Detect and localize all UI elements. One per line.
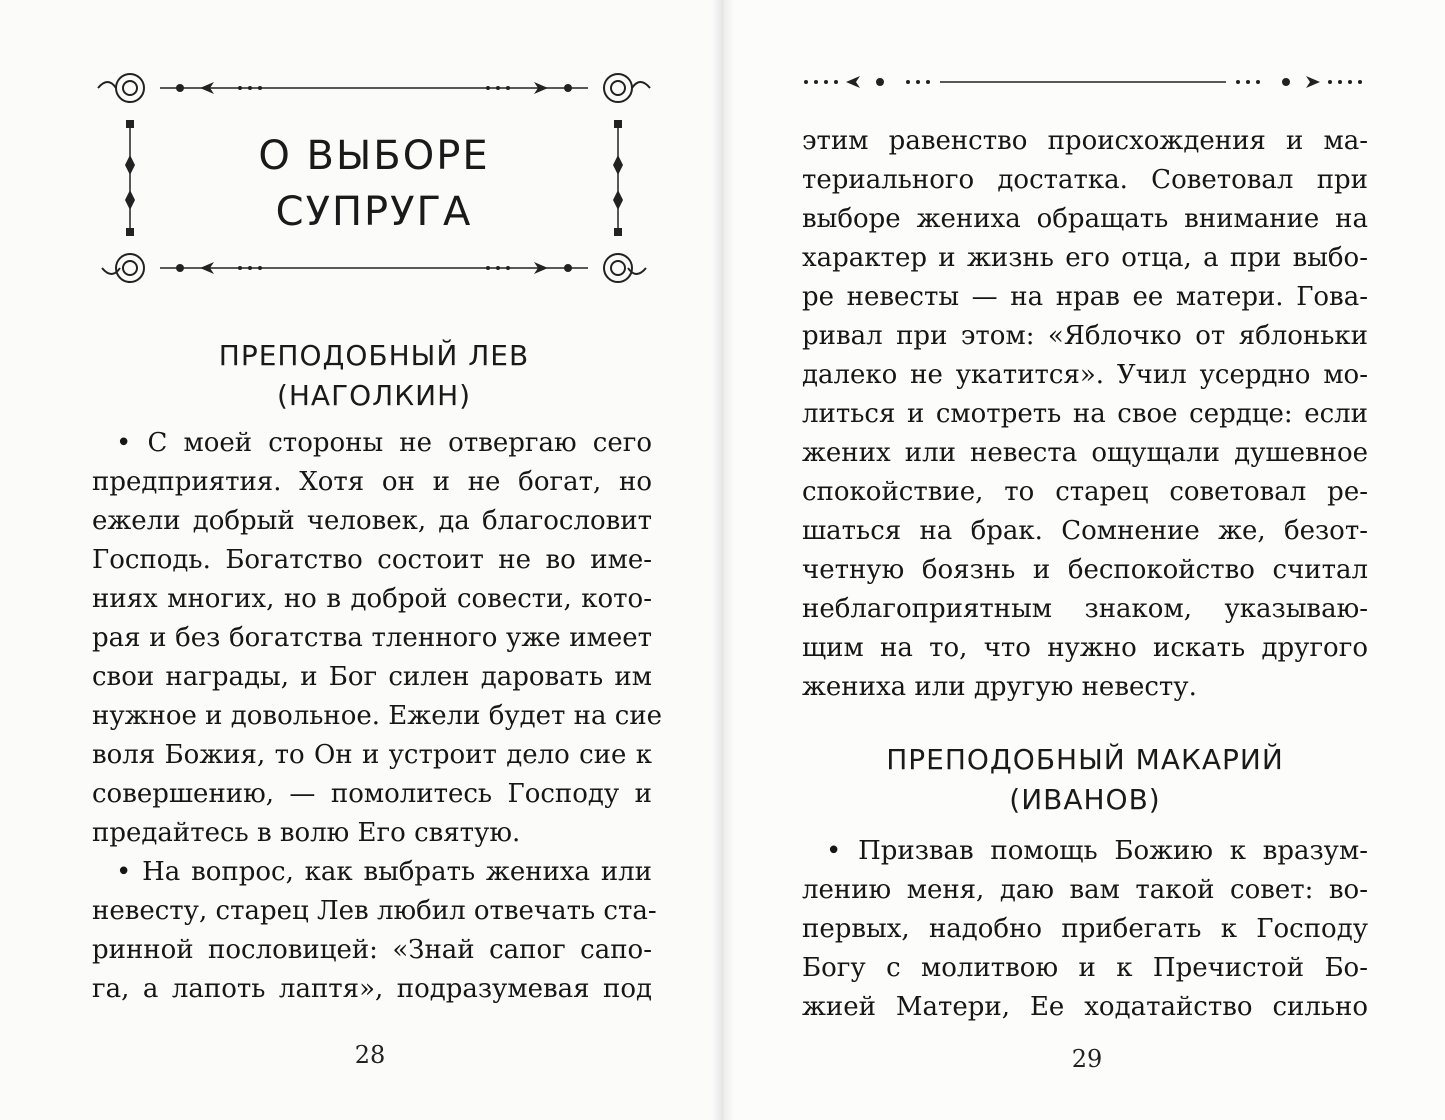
right-page: [722, 0, 1445, 1120]
page-number: 29: [1071, 1045, 1103, 1073]
section-heading-line: ПРЕПОДОБНЫЙ ЛЕВ: [218, 339, 530, 372]
text-line: характер и жизнь его отца, а при выбо-: [802, 243, 1368, 273]
text-line: свои награды, и Бог силен даровать им: [92, 662, 652, 692]
text-line: Господь. Богатство состоит не во име-: [92, 545, 652, 575]
text-line: нужное и довольное. Ежели будет на сие: [92, 701, 663, 731]
chapter-title-line: СУПРУГА: [275, 189, 473, 235]
text-line: • На вопрос, как выбрать жениха или: [116, 857, 652, 887]
text-line: Богу с молитвою и к Пречистой Бо-: [802, 953, 1368, 983]
text-line: ринной пословицей: «Знай сапог сапо-: [92, 935, 652, 965]
text-line: жениха или другую невесту.: [802, 672, 1197, 702]
section-heading-line: (НАГОЛКИН): [276, 379, 472, 412]
book-gutter: [712, 0, 734, 1120]
text-line: териального достатка. Советовал при: [802, 165, 1368, 195]
text-line: совершению, — помолитесь Господу и: [92, 779, 652, 809]
text-line: выборе жениха обращать внимание на: [802, 204, 1368, 234]
section-heading-line: ПРЕПОДОБНЫЙ МАКАРИЙ: [886, 743, 1284, 776]
section-heading: [802, 740, 1368, 820]
left-page: [0, 0, 722, 1120]
text-line: • С моей стороны не отвергаю сего: [116, 428, 652, 458]
text-line: ре невесты — на нрав ее матери. Гова-: [802, 282, 1368, 312]
text-line: литься и смотреть на свое сердце: если: [802, 399, 1368, 429]
text-line: жией Матери, Ее ходатайство сильно: [802, 992, 1368, 1022]
text-line: жених или невеста ощущали душевное: [802, 438, 1368, 468]
text-line: предайтесь в волю Его святую.: [92, 818, 521, 848]
page-number: 28: [354, 1041, 386, 1069]
ornamental-frame: [90, 60, 658, 300]
text-line: ежели добрый человек, да благословит: [92, 506, 652, 536]
body-text: [92, 424, 663, 1009]
text-line: первых, надобно прибегать к Господу: [802, 914, 1368, 944]
section-heading-line: (ИВАНОВ): [1009, 783, 1161, 816]
text-line: ниях многих, но в доброй совести, кото-: [92, 584, 652, 614]
body-text: [802, 122, 1368, 707]
chapter-title: [90, 128, 658, 240]
text-line: далеко не укатится». Учил усердно мо-: [802, 360, 1368, 390]
body-text-continued: [802, 832, 1368, 1027]
text-line: га, а лапоть лаптя», подразумевая под: [92, 974, 652, 1004]
text-line: ривал при этом: «Яблочко от яблоньки: [802, 321, 1368, 351]
section-heading: [90, 336, 658, 416]
text-line: предприятия. Хотя он и не богат, но: [92, 467, 652, 497]
ornamental-rule-icon: [800, 72, 1366, 92]
chapter-title-line: О ВЫБОРЕ: [258, 133, 490, 179]
text-line: рая и без богатства тленного уже имеет: [92, 623, 652, 653]
text-line: воля Божия, то Он и устроит дело сие к: [92, 740, 652, 770]
text-line: невесту, старец Лев любил отвечать ста-: [92, 896, 657, 926]
text-line: лению меня, даю вам такой совет: во-: [802, 875, 1368, 905]
text-line: четную боязнь и беспокойство считал: [802, 555, 1368, 585]
text-line: спокойствие, то старец советовал ре-: [802, 477, 1368, 507]
text-line: щим на то, что нужно искать другого: [802, 633, 1368, 663]
text-line: этим равенство происхождения и ма-: [802, 126, 1368, 156]
text-line: неблагоприятным знаком, указываю-: [802, 594, 1368, 624]
text-line: шаться на брак. Сомнение же, безот-: [802, 516, 1368, 546]
text-line: • Призвав помощь Божию к вразум-: [826, 836, 1368, 866]
